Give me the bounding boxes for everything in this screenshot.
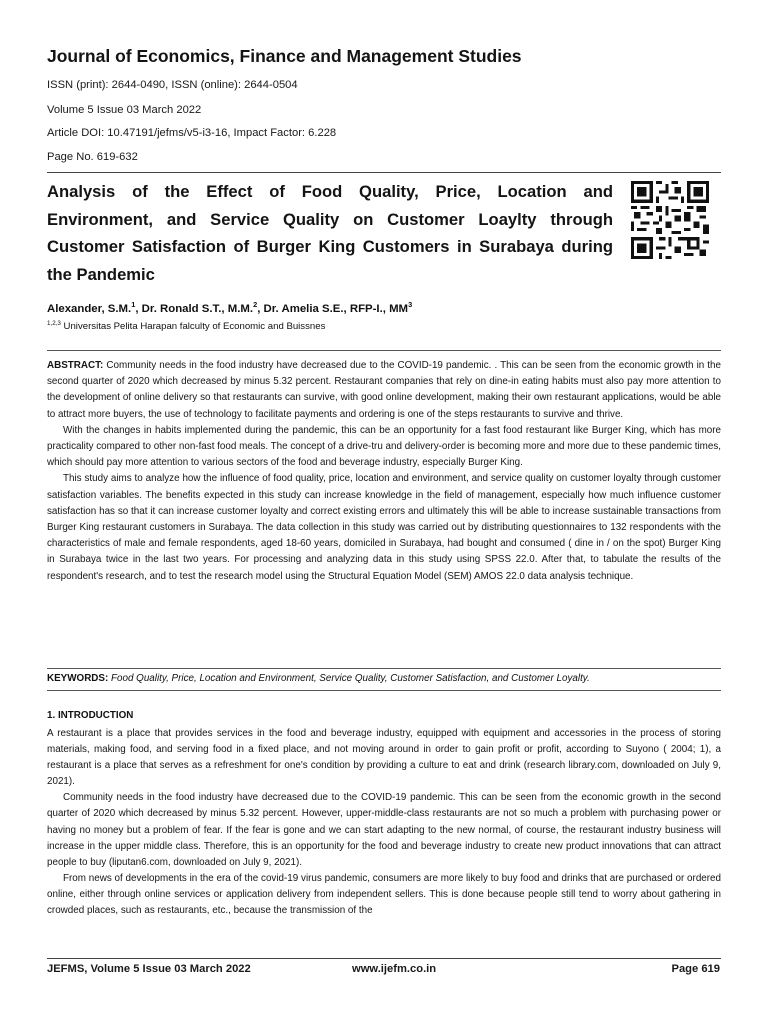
journal-title: Journal of Economics, Finance and Management Studies — [47, 46, 522, 66]
author-list: Alexander, S.M.$^1$, Dr. Ronald S.T., M.M.$^2$, Dr. Amelia S.E., RFP-I., $MM^3$ — [47, 300, 413, 315]
author-name: Alexander, S.M. — [47, 303, 132, 315]
abstract — [47, 358, 721, 585]
author-affil-mark: 3 — [408, 300, 413, 310]
header-rule — [47, 172, 721, 173]
footer-journal-issue: JEFMS, Volume 5 Issue 03 March 2022 — [47, 963, 251, 975]
body-paragraph: From news of developments in the era of the covid-19 virus pandemic, consumers are more likely to buy food and drinks that are purchased or ordered online, either through online services or application delivery from independent sellers. This is done because people still tend to worry about gathering in crowded places, such as restaurants, etc., because the transmission of the — [47, 872, 721, 917]
paper-title: Analysis of the Effect of Food Quality, Price, Location and Environment, and Service Quality on Customer Loaylty through Customer Satisfaction of Burger King Customers in Surabaya during the Pandemic — [47, 182, 613, 284]
page-range: Page No. 619-632 — [47, 151, 138, 163]
keywords-label: KEYWORDS: — [47, 673, 109, 684]
introduction-body — [47, 726, 721, 919]
abstract-top-rule — [47, 350, 721, 351]
abstract-paragraph: This study aims to analyze how the influence of food quality, price, location and environment, and service quality on customer loyalty through customer satisfaction variables. The benefits expected in this study can increase knowledge in the field of management, especially how much influence customer satisfaction has so that it can increase customer loyalty and correct existing errors and ultimately this will be able to increase sustainable transactions from Burger King restaurant customers in Surabaya. The data collection in this study was carried out by distributing questionnaires to 132 respondents with the characteristics of male and female respondents, aged 18-60 years, domiciled in Surabaya, had bought and consumed ( dine in / on the spot) Burger King in Surabaya twice in the last two years. For processing and analyzing data in this study using SPSS 22.0. After that, to tabulate the results of the respondent's research, and to test the research model using the Structural Equation Model (SEM) AMOS 22.0 data analysis technique. — [47, 473, 721, 582]
abstract-paragraph: ABSTRACT: Community needs in the food industry have decreased due to the COVID-19 pandemic. . This can be seen from the economic growth in the second quarter of 2020 which decreased by minus 5.32 percent. Restaurant companies that rely on dine-in eating habits must also pay more attention to the development of online delivery so that restaurants can survive, with good online development, making their own restaurant applications, would be able to attract more buyers, the use of technology to facilitate payments and ordering is one of the steps restaurants to survive and thrive. — [47, 360, 721, 420]
abstract-paragraph: With the changes in habits implemented during the pandemic, this can be an opportunity for a fast food restaurant like Burger King, which has more practicality compared to other non-fast food meals. The concept of a drive-tru and delivery-order is becoming more and more due to these pandemic times, which should pay more attention to various sectors of the food and beverage industry, especially Burger King. — [47, 424, 721, 469]
keywords-bottom-rule — [47, 690, 721, 691]
footer-page-number: Page 619 — [671, 963, 720, 975]
section-heading: 1. INTRODUCTION — [47, 710, 134, 721]
affiliation — [47, 321, 325, 332]
body-paragraph: A restaurant is a place that provides services in the food and beverage industry, equipped with equipment and accessories in the process of storing materials, making food, and serving food in a fixed place, and not moving around in order to gain profit or profit, according to Suyono ( 2004; 1), a restaurant is a place that serves as a refreshment for one's condition by providing a culture to eat and drink (research library.com, downloaded on July 9, 2021). — [47, 728, 721, 788]
journal-issn: ISSN (print): 2644-0490, ISSN (online): 2644-0504 — [47, 79, 298, 91]
keywords — [47, 673, 590, 684]
qr-code-icon — [629, 181, 711, 259]
abstract-label: ABSTRACT: — [47, 360, 104, 371]
author-affil-mark: 1 — [131, 300, 136, 310]
footer-rule — [47, 958, 721, 959]
journal-volume: Volume 5 Issue 03 March 2022 — [47, 104, 202, 116]
affiliation-text: Universitas Pelita Harapan falculty of Economic and Buissnes — [63, 321, 326, 332]
author-name: Dr. Ronald S.T., M.M. — [141, 303, 254, 315]
keywords-text: Food Quality, Price, Location and Environment, Service Quality, Customer Satisfaction, and Customer Loyalty. — [111, 673, 590, 684]
body-paragraph: Community needs in the food industry have decreased due to the COVID-19 pandemic. This can be seen from the economic growth in the second quarter of 2020 which decreased by minus 5.32 percent. However, upper-middle-class restaurants are not so much a problem with purchasing power or having no money but a problem of fear. If the fear is gone and we can start adapting to the new normal, of course, the restaurant industry business will increase in the upper middle class. Therefore, this is an opportunity for the food and beverage industry to create new product innovations that can attract people to buy (liputan6.com, downloaded on July 9, 2021). — [47, 792, 721, 868]
keywords-top-rule — [47, 668, 721, 669]
author-name: Dr. Amelia S.E., RFP-I., MM — [263, 303, 409, 315]
author-affil-mark: 2 — [253, 300, 258, 310]
affiliation-marks: 1,2,3 — [47, 319, 61, 327]
article-doi: Article DOI: 10.47191/jefms/v5-i3-16, Impact Factor: 6.228 — [47, 127, 337, 139]
footer-website: www.ijefm.co.in — [352, 963, 437, 975]
